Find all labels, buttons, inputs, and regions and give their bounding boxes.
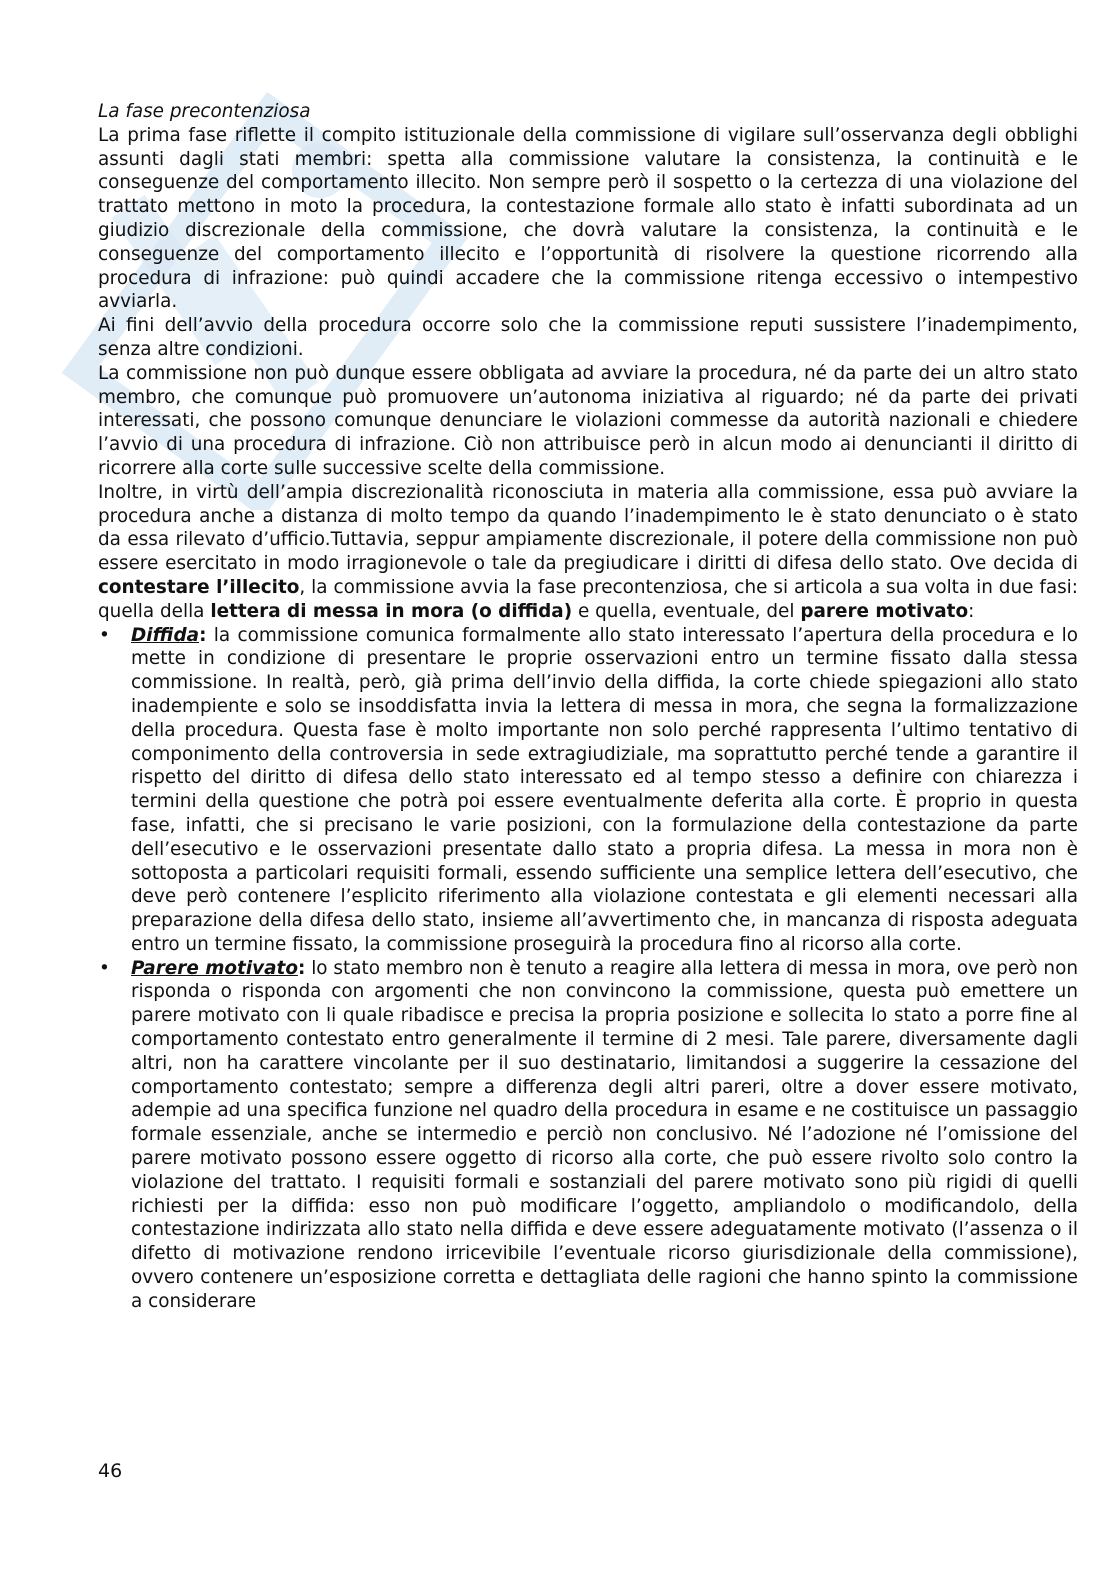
bold-lettera-messa-in-mora: lettera di messa in mora (o diffida) [210, 600, 573, 622]
bold-parere-motivato: parere motivato [800, 600, 969, 622]
list-item-diffida [99, 624, 1078, 957]
paragraph-4 [98, 481, 1078, 624]
paragraph-2: Ai fini dell’avvio della procedura occorre solo che la commissione reputi sussistere l’inadempimento, senza altre condizioni. [98, 315, 1078, 360]
page-number: 46 [98, 1460, 123, 1482]
bullet-marker: • [99, 624, 110, 646]
paragraph-4-text-d: e quella, eventuale, del [572, 600, 801, 622]
list-item-text: la commissione comunica formalmente allo stato interessato l’apertura della procedura e lo mette in condizione di presentare le proprie osservazioni entro un termine fissato dalla stessa commissione. In realtà, però, già prima dell’invio della diffida, la corte chiede spiegazioni allo stato inadempiente e solo se insoddisfatta invia la lettera di messa in mora, che segna la formalizzazione della procedura. Questa fase è molto importante non solo perché rappresenta l’ultimo tentativo di componimento della controversia in sede extragiudiziale, ma soprattutto perché tende a garantire il rispetto del diritto di difesa dello stato interessato ed al tempo stesso a definire con chiarezza i termini della questione che potrà poi essere eventualmente deferita alla corte. È proprio in questa fase, infatti, che si precisano le varie posizioni, con la formulazione della contestazione da parte dell’esecutivo e le osservazioni presentate dallo stato a propria difesa. La messa in mora non è sottoposta a particolari requisiti formali, essendo sufficiente una semplice lettera dell’esecutivo, che deve però contenere l’esplicito riferimento alla violazione contestata e gli elementi necessari alla preparazione della difesa dello stato, insieme all’avvertimento che, in mancanza di risposta adeguata entro un termine fissato, la commissione proseguirà la procedura fino al ricorso alla corte. [131, 624, 1078, 955]
list-item-text: lo stato membro non è tenuto a reagire alla lettera di messa in mora, ove però non risponda o risponda con argomenti che non convincono la commissione, questa può emettere un parere motivato con li quale ribadisce e precisa la propria posizione e sollecita lo stato a porre fine al comportamento contestato entro generalmente il termine di 2 mesi. Tale parere, diversamente dagli altri, non ha carattere vincolante per il suo destinatario, limitandosi a suggerire la cessazione del comportamento contestato; sempre a differenza degli altri pareri, oltre a dover essere motivato, adempie ad una specifica funzione nel quadro della procedura in esame e ne costituisce un passaggio formale essenziale, anche se intermedio e perciò non conclusivo. Né l’adozione né l’omissione del parere motivato possono essere oggetto di ricorso alla corte, che può essere rivolto solo contro la violazione del trattato. I requisiti formali e sostanziali del parere motivato sono più rigidi di quelli richiesti per la diffida: esso non può modificare l’oggetto, ampliandolo o modificandolo, della contestazione indirizzata allo stato nella diffida e deve essere adeguatamente motivato (l’assenza o il difetto di motivazione rendono irricevibile l’eventuale ricorso giurisdizionale della commissione), ovvero contenere un’esposizione corretta e dettagliata delle ragioni che hanno spinto la commissione a considerare [131, 957, 1078, 1312]
term-diffida: Diffida [131, 624, 200, 646]
section-title: La fase precontenziosa [98, 101, 311, 122]
paragraph-4-text-e: : [968, 600, 975, 622]
term-colon: : [199, 624, 207, 646]
term-parere-motivato: Parere motivato [131, 957, 298, 979]
list-item-parere-motivato [99, 957, 1078, 1314]
paragraph-4-text-a: Inoltre, in virtù dell’ampia discrezionalità riconosciuta in materia alla commissione, essa può avviare la procedura anche a distanza di molto tempo da quando l’inadempimento le è stato denunciato o è stato da essa rilevato d’ufficio.Tuttavia, seppur ampiamente discrezionale, il potere della commissione non può essere esercitato in modo irragionevole o tale da pregiudicare i diritti di difesa dello stato. Ove decida di [98, 481, 1078, 575]
bullet-list [98, 624, 1078, 1314]
paragraph-4-text-c: , la commissione avvia la fase precontenziosa, che si articola a sua volta in due fasi: quella della [98, 576, 1078, 622]
paragraph-3: La commissione non può dunque essere obbligata ad avviare la procedura, né da parte dei un altro stato membro, che comunque può promuovere un’autonoma iniziativa al riguardo; né da parte dei privati interessati, che possono comunque denunciare le violazioni commesse da autorità nazionali e chiedere l’avvio di una procedura di infrazione. Ciò non attribuisce però in alcun modo ai denuncianti il diritto di ricorrere alla corte sulle successive scelte della commissione. [98, 362, 1078, 479]
bullet-marker: • [99, 957, 110, 979]
paragraph-1: La prima fase riflette il compito istituzionale della commissione di vigilare sull’osservanza degli obblighi assunti dagli stati membri: spetta alla commissione valutare la consistenza, la continuità e le conseguenze del comportamento illecito. Non sempre però il sospetto o la certezza di una violazione del trattato mettono in moto la procedura, la contestazione formale allo stato è infatti subordinata ad un giudizio discrezionale della commissione, che dovrà valutare la consistenza, la continuità e le conseguenze del comportamento illecito e l’opportunità di risolvere la questione ricorrendo alla procedura di infrazione: può quindi accadere che la commissione ritenga eccessivo o intempestivo avviarla. [98, 124, 1078, 313]
term-colon: : [297, 957, 306, 979]
bold-contestare-illecito: contestare l’illecito [98, 576, 300, 598]
document-body [98, 100, 1078, 1314]
